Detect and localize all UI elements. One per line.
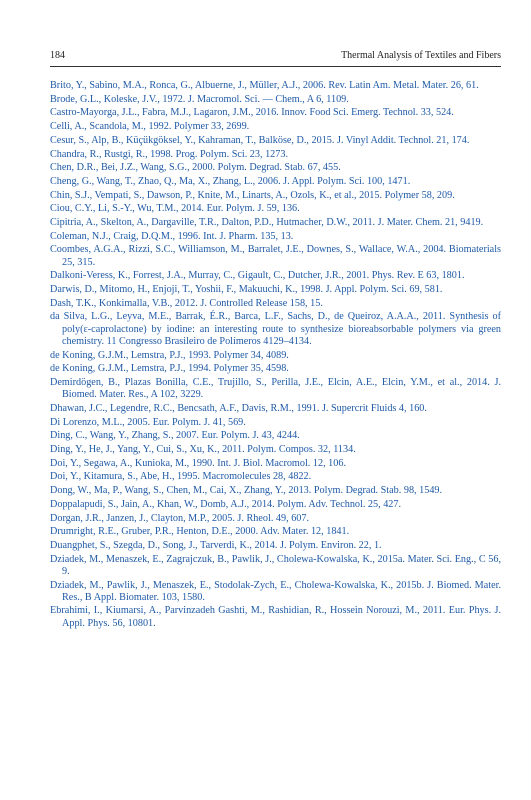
reference-entry[interactable]: Brode, G.L., Koleske, J.V., 1972. J. Macromol. Sci. — Chem., A 6, 1109. — [50, 93, 349, 105]
reference-entry[interactable]: Dorgan, J.R., Janzen, J., Clayton, M.P., 2005. J. Rheol. 49, 607. — [50, 512, 310, 524]
page-number: 184 — [50, 50, 65, 61]
reference-entry[interactable]: Dalkoni-Veress, K., Forrest, J.A., Murray, C., Gigault, C., Dutcher, J.R., 2001. Phys. Rev. E 63, 1801. — [50, 270, 465, 282]
reference-entry[interactable]: Coleman, N.J., Craig, D.Q.M., 1996. Int. J. Pharm. 135, 13. — [50, 230, 294, 242]
reference-entry[interactable]: Ciou, C.Y., Li, S.-Y., Wu, T.M., 2014. Eur. Polym. J. 59, 136. — [50, 203, 300, 215]
header-rule — [50, 66, 501, 67]
reference-entry[interactable]: de Koning, G.J.M., Lemstra, P.J., 1993. Polymer 34, 4089. — [50, 349, 289, 361]
reference-entry[interactable]: Coombes, A.G.A., Rizzi, S.C., Williamson, M., Barralet, J.E., Downes, S., Wallace, W.A., 2004. Biomaterials 25, 315. — [50, 244, 501, 268]
reference-entry[interactable]: Drumright, R.E., Gruber, P.R., Henton, D.E., 2000. Adv. Mater. 12, 1841. — [50, 526, 350, 538]
reference-entry[interactable]: Ding, C., Wang, Y., Zhang, S., 2007. Eur. Polym. J. 43, 4244. — [50, 430, 300, 442]
reference-list — [50, 80, 501, 631]
reference-entry[interactable]: Celli, A., Scandola, M., 1992. Polymer 33, 2699. — [50, 121, 250, 133]
reference-entry[interactable]: Doi, Y., Kitamura, S., Abe, H., 1995. Macromolecules 28, 4822. — [50, 471, 312, 483]
reference-entry[interactable]: Cheng, G., Wang, T., Zhao, Q., Ma, X., Zhang, L., 2006. J. Appl. Polym. Sci. 100, 1471. — [50, 175, 411, 187]
reference-entry[interactable]: Doppalapudi, S., Jain, A., Khan, W., Domb, A.J., 2014. Polym. Adv. Technol. 25, 427. — [50, 498, 402, 510]
reference-entry[interactable]: Chandra, R., Rustgi, R., 1998. Prog. Polym. Sci. 23, 1273. — [50, 148, 289, 160]
reference-entry[interactable]: da Silva, L.G., Leyva, M.E., Barrak, É.R., Barca, L.F., Sachs, D., de Queiroz, A.A.A., 2011. Synthesis of poly(ε-caprolactone) by iodine: an interesting route to synthesize bioreabsorbable polymers via green chemistry. 11 Congresso Brasileiro de Polímeros 4129–4134. — [50, 311, 501, 347]
reference-entry[interactable]: Brito, Y., Sabino, M.A., Ronca, G., Albuerne, J., Müller, A.J., 2006. Rev. Latin Am. Metal. Mater. 26, 61. — [50, 80, 479, 91]
running-title: Thermal Analysis of Textiles and Fibers — [341, 50, 501, 61]
reference-entry[interactable]: Doi, Y., Segawa, A., Kunioka, M., 1990. Int. J. Biol. Macromol. 12, 106. — [50, 457, 346, 469]
reference-entry[interactable]: Ebrahimi, I., Kiumarsi, A., Parvinzadeh Gashti, M., Rashidian, R., Hossein Norouzi, M., 2011. Eur. Phys. J. Appl. Phys. 56, 10801. — [50, 605, 501, 629]
reference-entry[interactable]: Ding, Y., He, J., Yang, Y., Cui, S., Xu, K., 2011. Polym. Compos. 32, 1134. — [50, 443, 356, 455]
reference-entry[interactable]: Dziadek, M., Pawlik, J., Menaszek, E., Stodolak-Zych, E., Cholewa-Kowalska, K., 2015b. J. Biomed. Mater. Res., B Appl. Biomater. 103, 1580. — [50, 579, 501, 603]
reference-entry[interactable]: Dash, T.K., Konkimalla, V.B., 2012. J. Controlled Release 158, 15. — [50, 297, 323, 309]
reference-entry[interactable]: Di Lorenzo, M.L., 2005. Eur. Polym. J. 41, 569. — [50, 416, 246, 428]
page-header — [50, 50, 501, 64]
reference-entry[interactable]: Dhawan, J.C., Legendre, R.C., Bencsath, A.F., Davis, R.M., 1991. J. Supercrit Fluids 4, 160. — [50, 402, 427, 414]
reference-entry[interactable]: Cipitria, A., Skelton, A., Dargaville, T.R., Dalton, P.D., Hutmacher, D.W., 2011. J. Mater. Chem. 21, 9419. — [50, 217, 484, 229]
reference-entry[interactable]: Cesur, S., Alp, B., Küçükgöksel, Y., Kahraman, T., Balköse, D., 2015. J. Vinyl Addit. Technol. 21, 174. — [50, 134, 470, 146]
reference-entry[interactable]: Chin, S.J., Vempati, S., Dawson, P., Knite, M., Linarts, A., Ozols, K., et al., 2015. Polymer 58, 209. — [50, 189, 455, 201]
reference-entry[interactable]: Darwis, D., Mitomo, H., Enjoji, T., Yoshii, F., Makuuchi, K., 1998. J. Appl. Polym. Sci. 69, 581. — [50, 284, 443, 296]
reference-entry[interactable]: de Koning, G.J.M., Lemstra, P.J., 1994. Polymer 35, 4598. — [50, 363, 289, 375]
reference-entry[interactable]: Chen, D.R., Bei, J.Z., Wang, S.G., 2000. Polym. Degrad. Stab. 67, 455. — [50, 162, 341, 174]
reference-entry[interactable]: Duangphet, S., Szegda, D., Song, J., Tarverdi, K., 2014. J. Polym. Environ. 22, 1. — [50, 539, 382, 551]
reference-entry[interactable]: Demirdögen, B., Plazas Bonilla, C.E., Trujillo, S., Perilla, J.E., Elcin, A.E., Elcin, Y.M., et al., 2014. J. Biomed. Mater. Res., A 102, 3229. — [50, 376, 501, 401]
reference-entry[interactable]: Castro-Mayorga, J.L., Fabra, M.J., Lagaron, J.M., 2016. Innov. Food Sci. Emerg. Technol. 33, 524. — [50, 107, 454, 119]
reference-entry[interactable]: Dziadek, M., Menaszek, E., Zagrajczuk, B., Pawlik, J., Cholewa-Kowalska, K., 2015a. Mater. Sci. Eng., C 56, 9. — [50, 553, 501, 577]
reference-entry[interactable]: Dong, W., Ma, P., Wang, S., Chen, M., Cai, X., Zhang, Y., 2013. Polym. Degrad. Stab. 98, 1549. — [50, 485, 443, 497]
